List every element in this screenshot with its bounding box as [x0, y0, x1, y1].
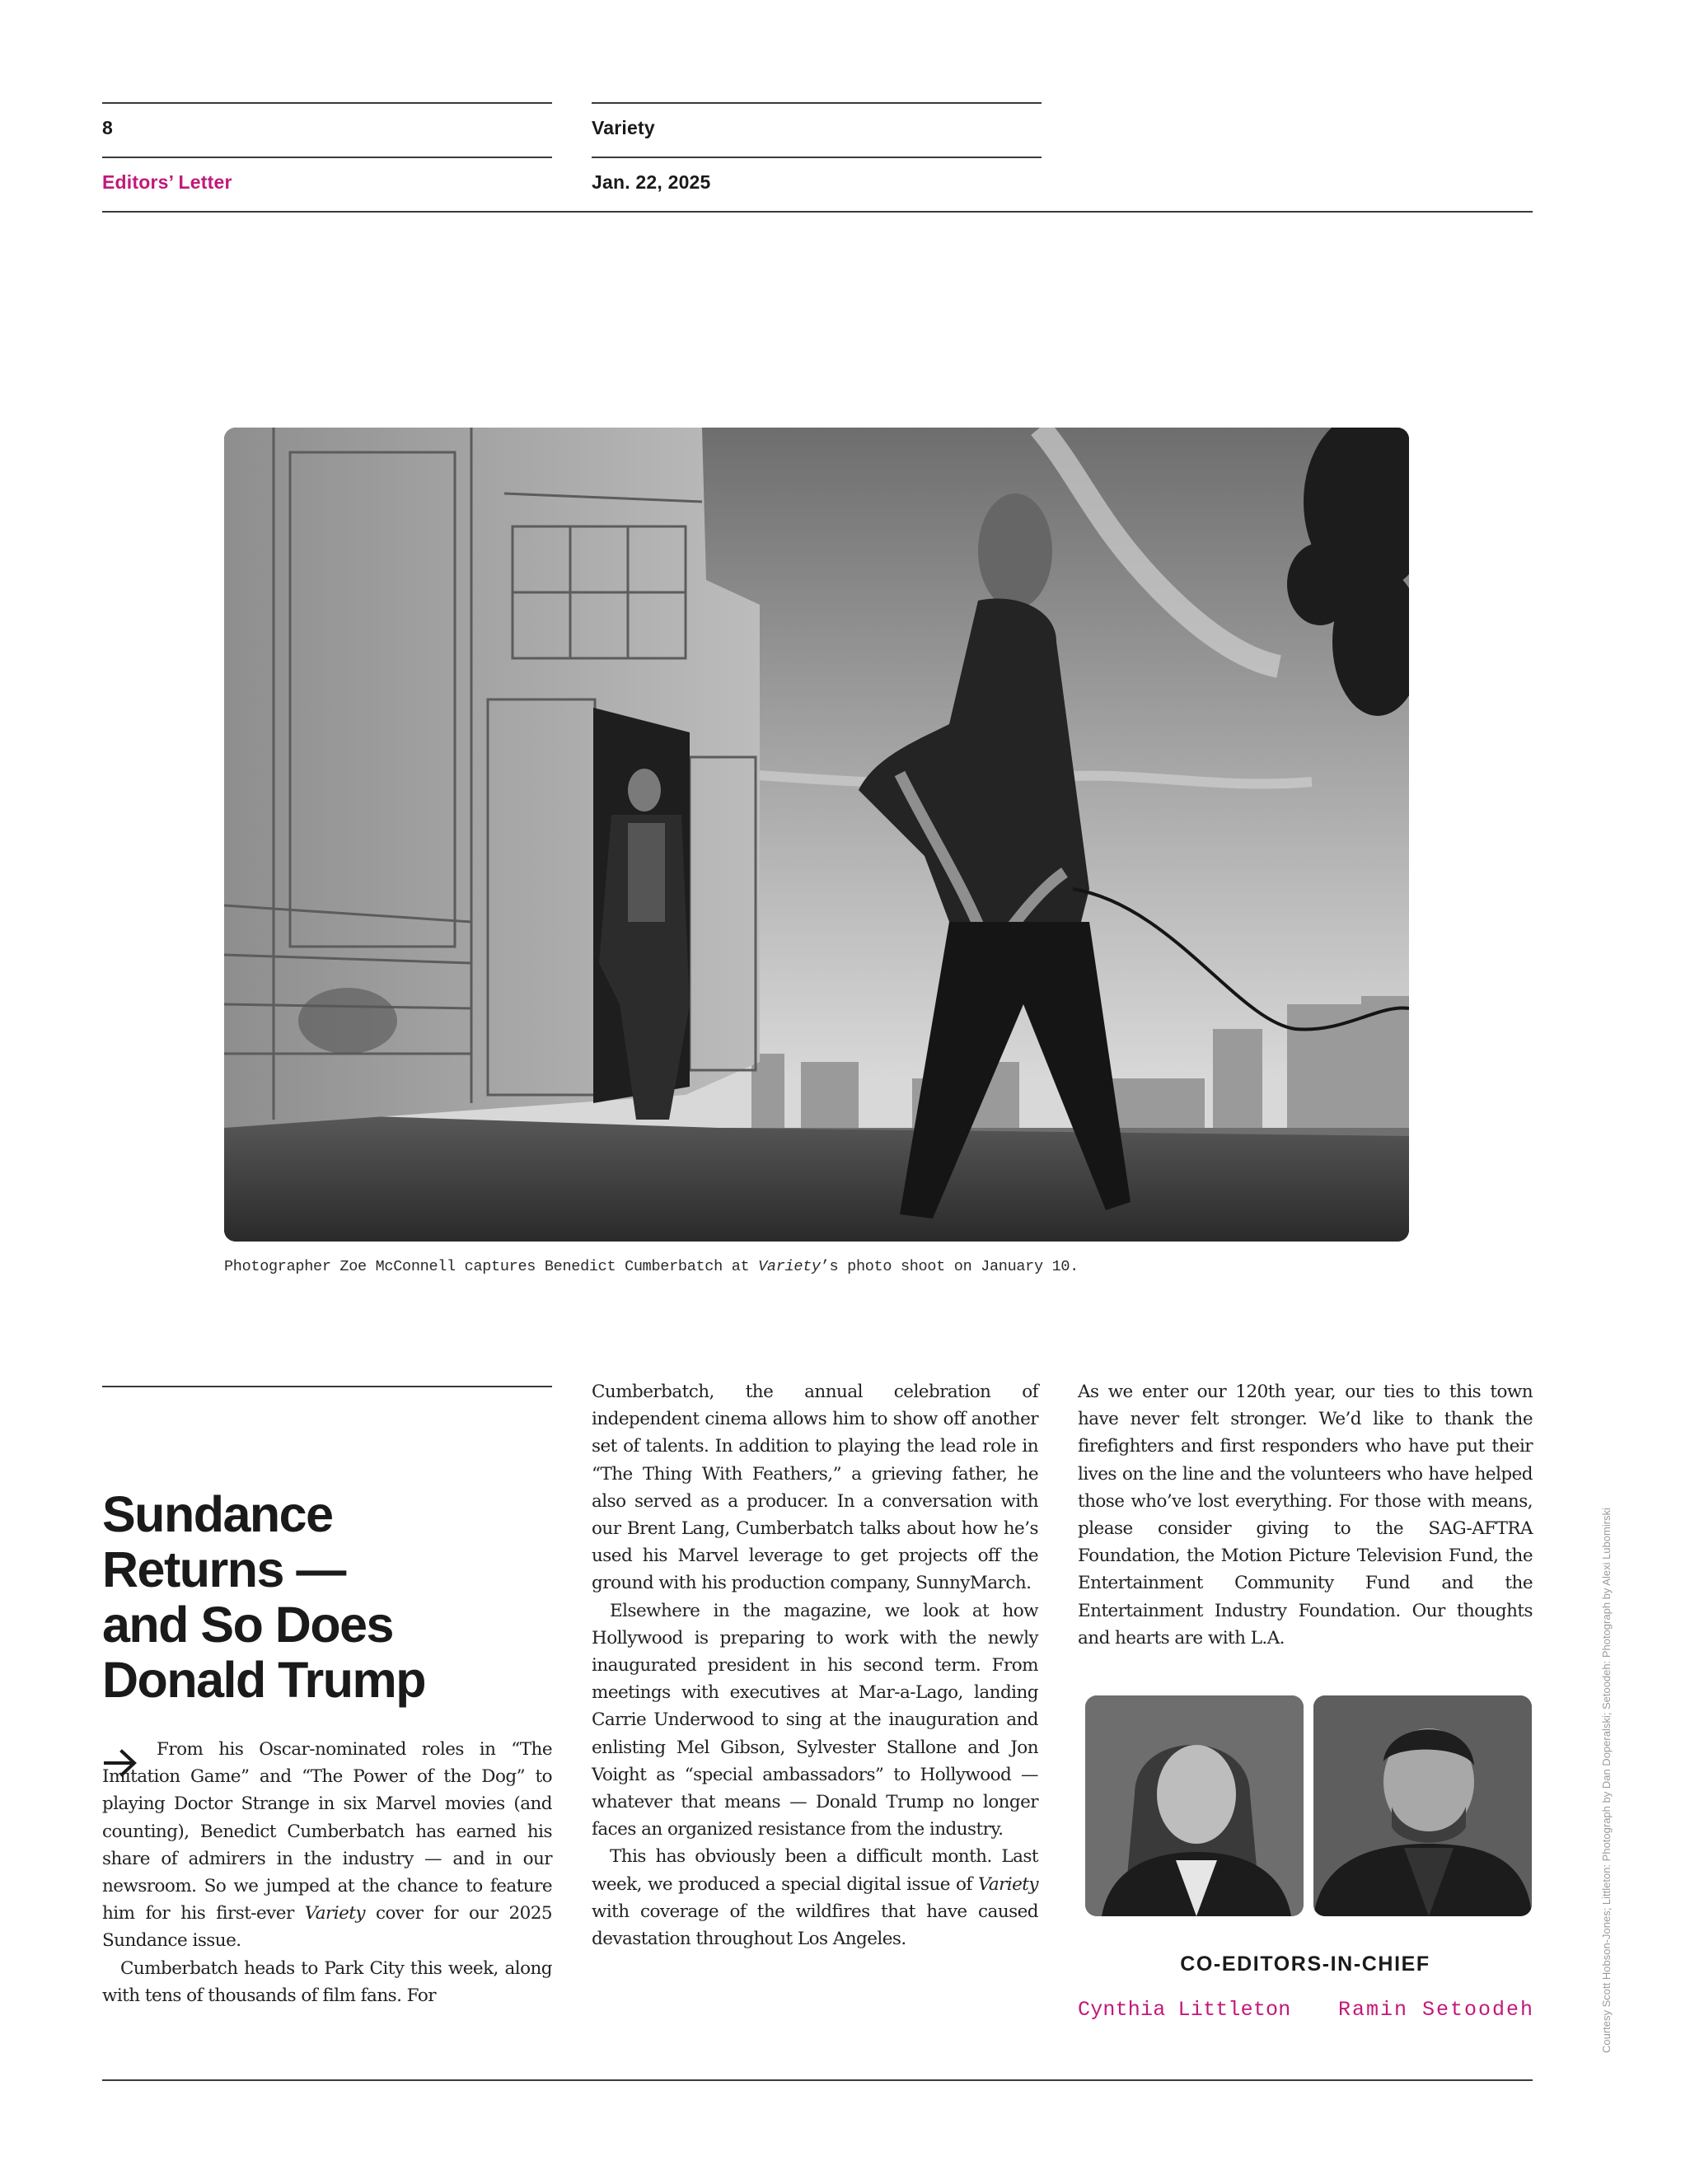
paragraph-text: This has obviously been a difficult month. Last week, we produced a special digital issue of [592, 1846, 1038, 1895]
editor-photo-littleton [1085, 1695, 1304, 1916]
header-rule-mid-right [592, 157, 1042, 158]
photo-credit: Courtesy Scott Hobson-Jones; Littleton: Photograph by Dan Doperalski; Setoodeh: Photograph by Alexi Lubomirski [1600, 1508, 1613, 2053]
section-label: Editors’ Letter [102, 171, 232, 193]
caption-text-end: ’s photo shoot on January 10. [820, 1258, 1079, 1275]
article-column-1 [102, 1736, 552, 2009]
editors-title: CO-EDITORS-IN-CHIEF [1180, 1953, 1430, 1976]
paragraph: Cumberbatch heads to Park City this week, along with tens of thousands of film fans. For [102, 1957, 552, 2006]
paragraph [592, 1843, 1038, 1953]
paragraph-text: with coverage of the wildfires that have caused devastation throughout Los Angeles. [592, 1901, 1038, 1950]
hero-photo [224, 428, 1409, 1242]
issue-date: Jan. 22, 2025 [592, 171, 711, 193]
headline-line: Sundance [102, 1486, 333, 1542]
portrait-illustration [1085, 1695, 1304, 1916]
editor-name-littleton: Cynthia Littleton [1078, 1998, 1291, 2022]
header-rule-top-left [102, 102, 552, 104]
portrait-illustration [1313, 1695, 1532, 1916]
article-column-3 [1078, 1378, 1533, 1652]
article-column-2 [592, 1378, 1038, 1953]
caption-publication: Variety [758, 1258, 821, 1275]
paragraph-text: cover for our 2025 Sundance issue. [102, 1903, 553, 1952]
footer-rule [102, 2079, 1533, 2081]
paragraph [102, 1736, 552, 1955]
paragraph-text: From his Oscar-nominated roles in “The Imitation Game” and “The Power of the Dog” to playing Doctor Strange in six Marvel movies (and counting), Benedict Cumberbatch has earned his share of admirers in the industry — and in our newsroom. So we jumped at the chance to feature him for his first-ever [102, 1739, 552, 1924]
editor-photo-setoodeh [1313, 1695, 1532, 1916]
paragraph: As we enter our 120th year, our ties to this town have never felt stronger. We’d like to thank the firefighters and first responders who have put their lives on the line and the volunteers who have helped those who’ve lost everything. For those with means, please consider giving to the SAG-AFTRA Foundation, the Motion Picture Television Fund, the Entertainment Community Fund and the Entertainment Industry Foundation. Our thoughts and hearts are with L.A. [1078, 1382, 1533, 1649]
article-headline [102, 1487, 564, 1708]
hero-photo-illustration [224, 428, 1409, 1242]
caption-text: Photographer Zoe McConnell captures Benedict Cumberbatch at [224, 1258, 759, 1275]
paragraph: Elsewhere in the magazine, we look at how Hollywood is preparing to work with the newly inaugurated president in his second term. From meetings with executives at Mar-a-Lago, landing Carrie Underwood to sing at the inauguration and enlisting Mel Gibson, Sylvester Stallone and Jon Voight as “special ambassadors” to Hollywood — whatever that means — Donald Trump no longer faces an organized resistance from the industry. [592, 1600, 1038, 1840]
publication-name: Variety [592, 117, 655, 138]
header-rule-mid-left [102, 157, 552, 158]
publication-italic: Variety [304, 1903, 365, 1924]
header-rule-bottom [102, 211, 1533, 213]
photo-caption [224, 1258, 1079, 1275]
paragraph: Cumberbatch, the annual celebration of independent cinema allows him to show off another set of talents. In addition to playing the lead role in “The Thing With Feathers,” a grieving father, he also served as a producer. In a conversation with our Brent Lang, Cumberbatch talks about how he’s used his Marvel leverage to get projects off the ground with his production company, SunnyMarch. [592, 1382, 1038, 1594]
headline-line: and So Does [102, 1597, 393, 1653]
column-rule-left [102, 1386, 552, 1387]
header-rule-top-right [592, 102, 1042, 104]
headline-line: Returns — [102, 1541, 345, 1597]
publication-italic: Variety [977, 1873, 1038, 1895]
page-number: 8 [102, 117, 113, 138]
editor-name-setoodeh: Ramin Setoodeh [1338, 1998, 1535, 2022]
headline-line: Donald Trump [102, 1652, 426, 1708]
